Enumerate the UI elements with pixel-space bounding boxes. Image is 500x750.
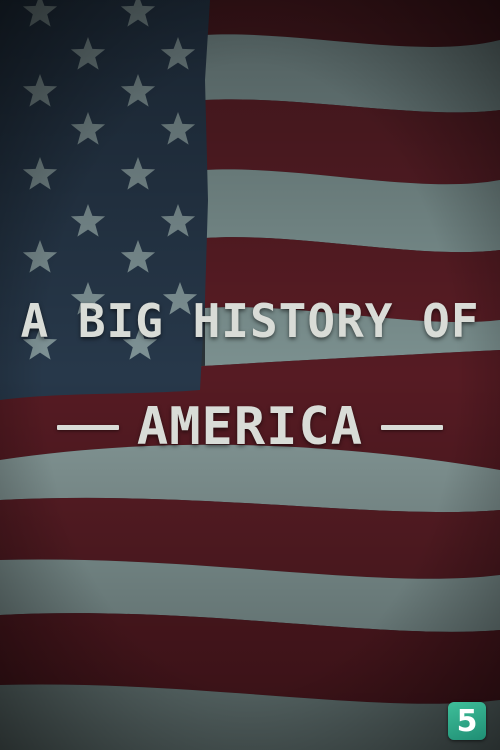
left-dash bbox=[57, 425, 119, 430]
title-line-2-row bbox=[0, 392, 500, 462]
channel-5-logo: 5 bbox=[448, 702, 486, 740]
title-line-2: AMERICA bbox=[136, 397, 364, 457]
title-line-1: A BIG HISTORY OF bbox=[20, 294, 480, 348]
right-dash bbox=[381, 425, 443, 430]
